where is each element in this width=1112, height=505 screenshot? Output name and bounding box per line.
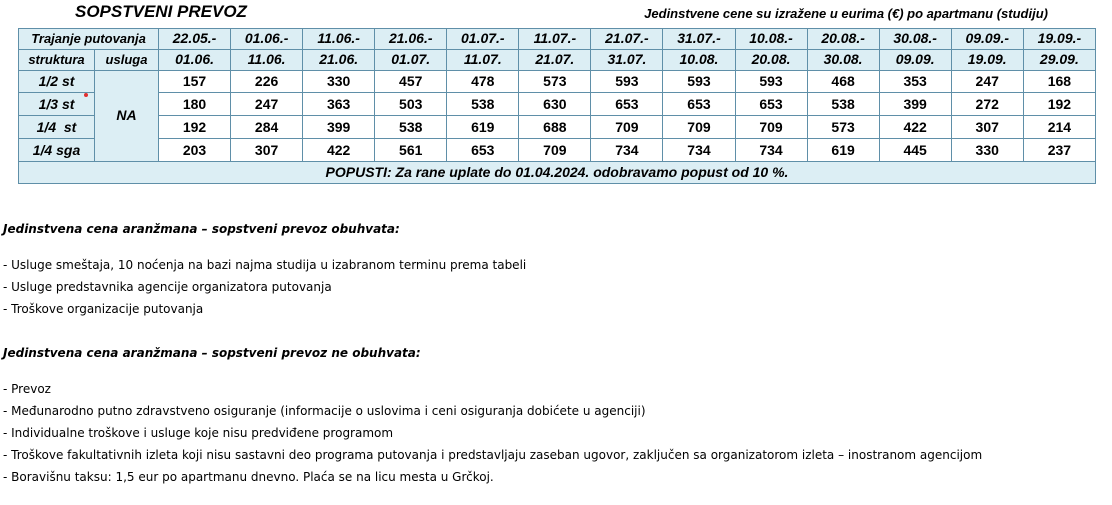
price-table [18,28,1096,184]
usluga-value: NA [95,70,159,162]
price-cell: 573 [519,70,591,93]
period-to: 19.09. [951,49,1023,70]
trajanje-label: Trajanje putovanja [19,29,159,50]
price-cell: 247 [231,93,303,116]
excludes-section [3,342,982,488]
price-cell: 237 [1023,139,1095,162]
list-item: - Boravišnu taksu: 1,5 eur po apartmanu dnevno. Plaća se na licu mesta u Grčkoj. [3,470,494,484]
period-from: 21.06.- [375,29,447,50]
price-cell: 538 [807,93,879,116]
excludes-heading: Jedinstvena cena aranžmana – sopstveni prevoz ne obuhvata: [3,346,421,360]
table-header-row-dates-from [19,29,1096,50]
period-to: 30.08. [807,49,879,70]
price-cell: 734 [663,139,735,162]
price-cell: 399 [879,93,951,116]
price-cell: 630 [519,93,591,116]
struktura-label: struktura [19,49,95,70]
period-from: 11.06.- [303,29,375,50]
price-cell: 653 [735,93,807,116]
price-cell: 734 [591,139,663,162]
row-label: 1/2 st [19,70,95,93]
period-to: 10.08. [663,49,735,70]
usluga-label: usluga [95,49,159,70]
period-from: 01.07.- [447,29,519,50]
list-item: - Individualne troškove i usluge koje nisu predviđene programom [3,426,394,440]
period-from: 21.07.- [591,29,663,50]
price-cell: 192 [1023,93,1095,116]
list-item: - Usluge predstavnika agencije organizatora putovanja [3,280,332,294]
price-cell: 688 [519,116,591,139]
price-cell: 363 [303,93,375,116]
period-to: 01.06. [159,49,231,70]
price-cell: 192 [159,116,231,139]
price-cell: 709 [591,116,663,139]
price-cell: 619 [447,116,519,139]
price-cell: 573 [807,116,879,139]
row-label: 1/3 st [19,93,95,116]
list-item: - Usluge smeštaja, 10 noćenja na bazi najma studija u izabranom terminu prema tabeli [3,258,527,272]
price-cell: 593 [735,70,807,93]
price-cell: 399 [303,116,375,139]
list-item: - Troškove organizacije putovanja [3,302,204,316]
price-cell: 168 [1023,70,1095,93]
table-row [19,116,1096,139]
price-cell: 330 [951,139,1023,162]
period-from: 20.08.- [807,29,879,50]
price-cell: 503 [375,93,447,116]
price-cell: 538 [447,93,519,116]
list-item: - Prevoz [3,382,51,396]
discount-row [19,162,1096,184]
period-to: 20.08. [735,49,807,70]
price-cell: 180 [159,93,231,116]
period-to: 01.07. [375,49,447,70]
period-from: 01.06.- [231,29,303,50]
table-row [19,93,1096,116]
period-from: 22.05.- [159,29,231,50]
marker-dot [84,93,88,97]
price-cell: 353 [879,70,951,93]
price-cell: 593 [663,70,735,93]
price-cell: 422 [303,139,375,162]
price-cell: 478 [447,70,519,93]
period-to: 21.06. [303,49,375,70]
period-from: 10.08.- [735,29,807,50]
price-cell: 203 [159,139,231,162]
period-to: 11.07. [447,49,519,70]
period-to: 21.07. [519,49,591,70]
list-item: - Međunarodno putno zdravstveno osiguranje (informacije o uslovima i ceni osiguranja dobićete u agenciji) [3,404,646,418]
price-cell: 307 [231,139,303,162]
price-cell: 457 [375,70,447,93]
price-cell: 214 [1023,116,1095,139]
price-cell: 709 [663,116,735,139]
price-cell: 468 [807,70,879,93]
price-cell: 593 [591,70,663,93]
price-cell: 247 [951,70,1023,93]
includes-heading: Jedinstvena cena aranžmana – sopstveni prevoz obuhvata: [3,222,400,236]
period-to: 31.07. [591,49,663,70]
period-to: 09.09. [879,49,951,70]
period-from: 30.08.- [879,29,951,50]
discount-note: POPUSTI: Za rane uplate do 01.04.2024. odobravamo popust od 10 %. [19,162,1096,184]
table-row [19,139,1096,162]
row-label: 1/4 sga [19,139,95,162]
price-cell: 709 [735,116,807,139]
price-cell: 272 [951,93,1023,116]
price-cell: 619 [807,139,879,162]
includes-section [3,218,526,320]
row-label: 1/4 st [19,116,95,139]
price-cell: 653 [447,139,519,162]
price-cell: 284 [231,116,303,139]
price-cell: 157 [159,70,231,93]
currency-note: Jedinstvene cene su izražene u eurima (€) po apartmanu (studiju) [644,6,1048,21]
price-cell: 653 [663,93,735,116]
period-to: 11.06. [231,49,303,70]
price-cell: 226 [231,70,303,93]
price-cell: 330 [303,70,375,93]
period-from: 11.07.- [519,29,591,50]
period-from: 09.09.- [951,29,1023,50]
period-to: 29.09. [1023,49,1095,70]
price-cell: 422 [879,116,951,139]
table-header-row-dates-to [19,49,1096,70]
price-cell: 561 [375,139,447,162]
price-cell: 709 [519,139,591,162]
table-row [19,70,1096,93]
price-cell: 307 [951,116,1023,139]
price-cell: 734 [735,139,807,162]
period-from: 31.07.- [663,29,735,50]
price-cell: 445 [879,139,951,162]
page-title: SOPSTVENI PREVOZ [75,2,247,21]
price-cell: 538 [375,116,447,139]
period-from: 19.09.- [1023,29,1095,50]
price-cell: 653 [591,93,663,116]
list-item: - Troškove fakultativnih izleta koji nisu sastavni deo programa putovanja i predstavljaju zaseban ugovor, zaključen sa organizatorom izleta – inostranom agencijom [3,448,983,462]
